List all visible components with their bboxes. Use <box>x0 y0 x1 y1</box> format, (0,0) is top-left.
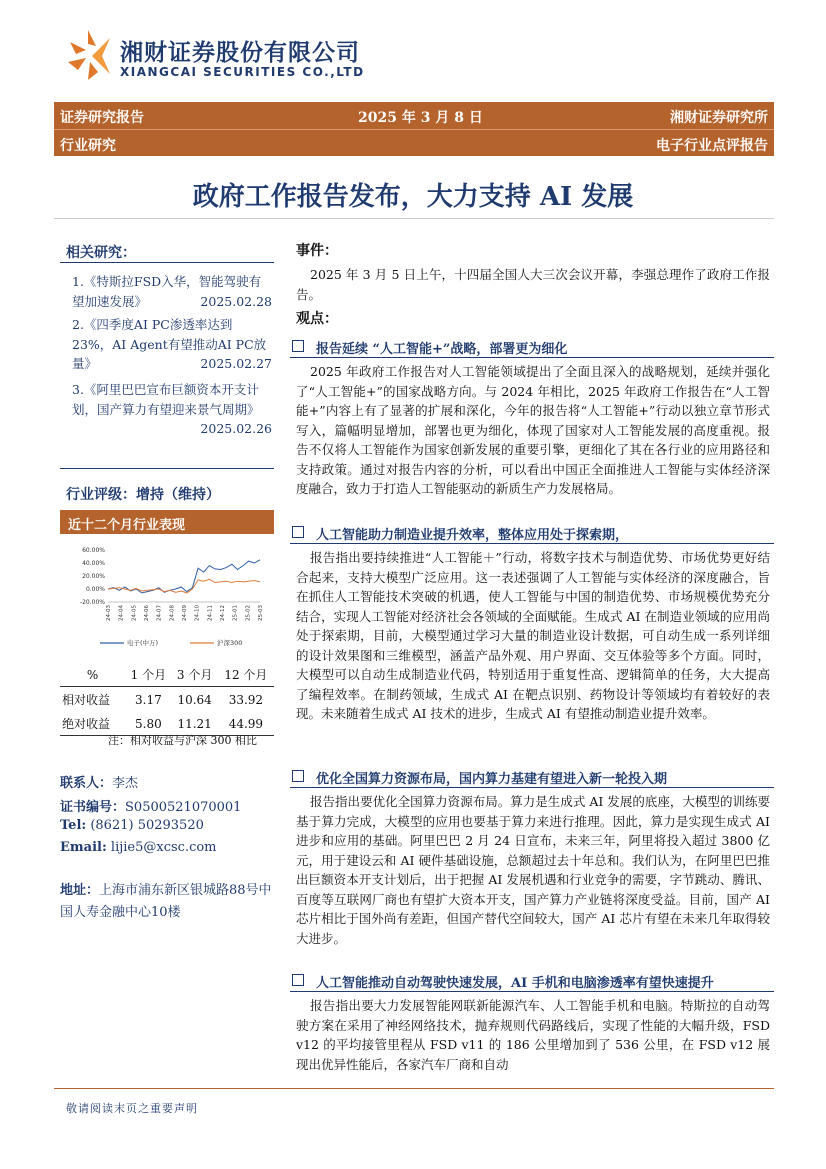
table-cell: 33.92 <box>228 692 264 707</box>
performance-table <box>60 664 274 736</box>
x-tick-label: 25-01 <box>232 605 239 621</box>
section-heading <box>290 336 774 358</box>
table-cell: 绝对收益 <box>60 711 125 736</box>
table-header-row <box>60 664 274 687</box>
disclaimer-footer: 敬请阅读末页之重要声明 <box>66 1102 198 1115</box>
y-tick-label: -20.00% <box>79 599 105 606</box>
section-text: 2025 年政府工作报告对人工智能领域提出了全面且深入的战略规划，延续并强化了“人工智能+”的国家战略方向。与 2024 年相比，2025 年政府工作报告在“人工智能+”内容上有了显著的扩展和深化，今年的报告将“人工智能+”行动以独立章节形式写入，篇幅明显增加，部署也更为细化，体现了国家对人工智能发展的高度重视。报告不仅将人工智能作为国家创新发展的重要引擎，更细化了其在各行业的应用路径和支持政策。通过对报告内容的分析，可以看出中国正全面推进人工智能与实体经济深度融合，致力于打造人工智能驱动的新质生产力发展格局。 <box>296 364 770 496</box>
x-tick-label: 25-02 <box>245 605 252 621</box>
related-research-item[interactable] <box>72 272 272 311</box>
table-cell: 10.64 <box>177 692 212 707</box>
x-tick-label: 24-04 <box>118 605 125 621</box>
section-heading <box>290 522 774 544</box>
section-title: 报告延续 “人工智能+”战略，部署更为细化 <box>316 342 568 357</box>
divider <box>60 262 274 263</box>
section-text: 报告指出要大力发展智能网联新能源汽车、人工智能手机和电脑。特斯拉的自动驾驶方案在采用了神经网络技术，抛弃规则代码路线后，实现了性能的大幅升级，FSD v12 的平均接管里程从 FSD v11 的 186 公里增加到了 536 公里，在 FSD v12 展现出优异性能后，各家汽车厂商和自动 <box>296 998 770 1072</box>
divider <box>290 787 774 788</box>
legend-label: 电子(中万) <box>127 639 159 647</box>
table-note: 注：相对收益与沪深 300 相比 <box>108 734 257 747</box>
divider <box>290 357 774 358</box>
x-tick-label: 24-07 <box>156 605 163 621</box>
company-name-cn: 湘财证券股份有限公司 <box>120 39 360 66</box>
checkbox-bullet-icon <box>292 974 304 986</box>
x-tick-label: 24-11 <box>207 605 214 621</box>
table-cell: 5.80 <box>125 711 171 736</box>
section-title: 优化全国算力资源布局，国内算力基建有望进入新一轮投入期 <box>316 772 668 787</box>
contact-tel: Tel: (8621) 50293520 <box>60 818 204 833</box>
divider <box>60 468 274 469</box>
industry-rating: 行业评级：增持（维持） <box>66 487 220 503</box>
series-line <box>108 560 260 593</box>
related-research-item[interactable] <box>72 315 272 374</box>
x-tick-label: 25-03 <box>258 605 264 621</box>
divider <box>290 543 774 544</box>
table-header-cell: 1 个月 <box>125 664 171 687</box>
y-tick-label: 20.00% <box>82 573 105 580</box>
report-type-band <box>54 102 774 129</box>
related-research-date: 2025.02.27 <box>200 356 272 371</box>
institute-label: 湘财证券研究所 <box>670 110 768 126</box>
section-title: 人工智能推动自动驾驶快速发展，AI 手机和电脑渗透率有望快速提升 <box>316 976 714 991</box>
company-name-en: XIANGCAI SECURITIES CO.,LTD <box>120 65 365 79</box>
related-research-date: 2025.02.28 <box>200 293 272 309</box>
y-tick-label: 0.00% <box>85 586 105 593</box>
table-cell: 11.21 <box>172 711 218 736</box>
divider <box>54 1088 774 1089</box>
performance-heading-band <box>60 510 274 534</box>
table-header-cell: 12 个月 <box>218 664 274 687</box>
section-heading <box>290 970 774 992</box>
performance-heading: 近十二个月行业表现 <box>68 518 186 533</box>
divider <box>290 991 774 992</box>
related-research-title: 1.《特斯拉FSD入华，智能驾驶有望加速发展》 <box>72 274 262 309</box>
report-subtype-label: 电子行业点评报告 <box>656 138 768 154</box>
y-tick-label: 60.00% <box>82 547 105 554</box>
x-tick-label: 24-10 <box>194 605 201 621</box>
views-heading: 观点： <box>296 311 338 327</box>
contact-address: 地址：上海市浦东新区银城路88号中国人寿金融中心10楼 <box>60 883 272 920</box>
x-tick-label: 24-06 <box>144 605 150 621</box>
related-research-date: 2025.02.26 <box>200 421 272 436</box>
x-tick-label: 24-03 <box>106 605 112 621</box>
related-research-title: 2.《四季度AI PC渗透率达到23%，AI Agent有望推动AI PC放量》 <box>72 317 267 371</box>
table-cell: 相对收益 <box>62 693 111 707</box>
report-date: 2025 年 3 月 8 日 <box>358 110 483 126</box>
category-label: 行业研究 <box>60 138 116 154</box>
performance-chart <box>60 540 274 655</box>
table-header-cell: % <box>60 664 125 687</box>
checkbox-bullet-icon <box>292 770 304 782</box>
checkbox-bullet-icon <box>292 526 304 538</box>
table-cell: 3.17 <box>135 692 162 707</box>
x-tick-label: 24-05 <box>131 605 138 621</box>
table-cell: 44.99 <box>218 711 274 736</box>
x-tick-label: 24-09 <box>182 605 188 621</box>
section-text: 报告指出要优化全国算力资源布局。算力是生成式 AI 发展的底座，大模型的训练要基于算力完成，大模型的应用也要基于算力来进行推理。因此，算力是实现生成式 AI 进步和应用的基础。阿里巴巴 2 月 24 日宣布，未来三年，阿里将投入超过 3800 亿元，用于建设云和 AI 硬件基础设施，总额超过去十年总和。我们认为，在阿里巴巴推出巨额资本开支计划后，出于把握 AI 发展机遇和行业竞争的需要，字节跳动、腾讯、百度等互联网厂商也有望扩大资本开支，国产算力产业链将深度受益。目前，国产 AI 芯片相比于国外尚有差距，但国产替代空间较大，国产 AI 芯片有望在未来几年取得较大进步。 <box>296 794 770 946</box>
divider <box>54 218 774 219</box>
table-header-cell: 3 个月 <box>172 664 218 687</box>
legend-label: 沪深300 <box>217 639 243 647</box>
company-logo-icon <box>66 28 112 82</box>
x-tick-label: 24-12 <box>220 605 226 621</box>
report-type-label: 证券研究报告 <box>60 110 144 126</box>
y-tick-label: 40.00% <box>82 560 105 567</box>
table-row <box>60 687 274 712</box>
contact-name: 联系人：李杰 <box>60 776 139 791</box>
section-heading <box>290 766 774 788</box>
section-text: 报告指出要持续推进“人工智能＋”行动，将数字技术与制造优势、市场优势更好结合起来，支持大模型广泛应用。这一表述强调了人工智能与实体经济的深度融合，旨在抓住人工智能技术突破的机遇，使人工智能与中国的制造优势、市场规模优势充分结合，实现人工智能对经济社会各领域的全面赋能。生成式 AI 在制造业领域的应用尚处于探索期，目前，大模型通过学习大量的制造业设计数据，可自动生成一系列详细的设计效果图和三维模型，涵盖产品外观、用户界面、交互体验等多个方面。同时，大模型可以自动生成制造业代码，特别适用于重复性高、逻辑简单的任务，大大提高了编程效率。在制药领域，生成式 AI 在靶点识别、药物设计等领域均有着较好的表现。未来随着生成式 AI 技术的进步，生成式 AI 有望推动制造业提升效率。 <box>296 550 770 721</box>
event-text: 2025 年 3 月 5 日上午，十四届全国人大三次会议开幕，李强总理作了政府工作报告。 <box>296 267 770 302</box>
contact-cert: 证书编号：S0500521070001 <box>60 800 242 815</box>
related-research-heading: 相关研究： <box>66 245 136 261</box>
related-research-title: 3.《阿里巴巴宣布巨额资本开支计划，国产算力有望迎来景气周期》 <box>72 382 260 417</box>
event-heading: 事件： <box>296 243 338 259</box>
section-title: 人工智能助力制造业提升效率，整体应用处于探索期， <box>316 528 629 543</box>
report-category-band <box>54 129 774 156</box>
contact-email[interactable]: Email: lijie5@xcsc.com <box>60 840 217 855</box>
related-research-item[interactable] <box>72 380 272 439</box>
checkbox-bullet-icon <box>292 340 304 352</box>
page-title: 政府工作报告发布，大力支持 AI 发展 <box>192 182 634 212</box>
x-tick-label: 24-08 <box>169 605 176 621</box>
